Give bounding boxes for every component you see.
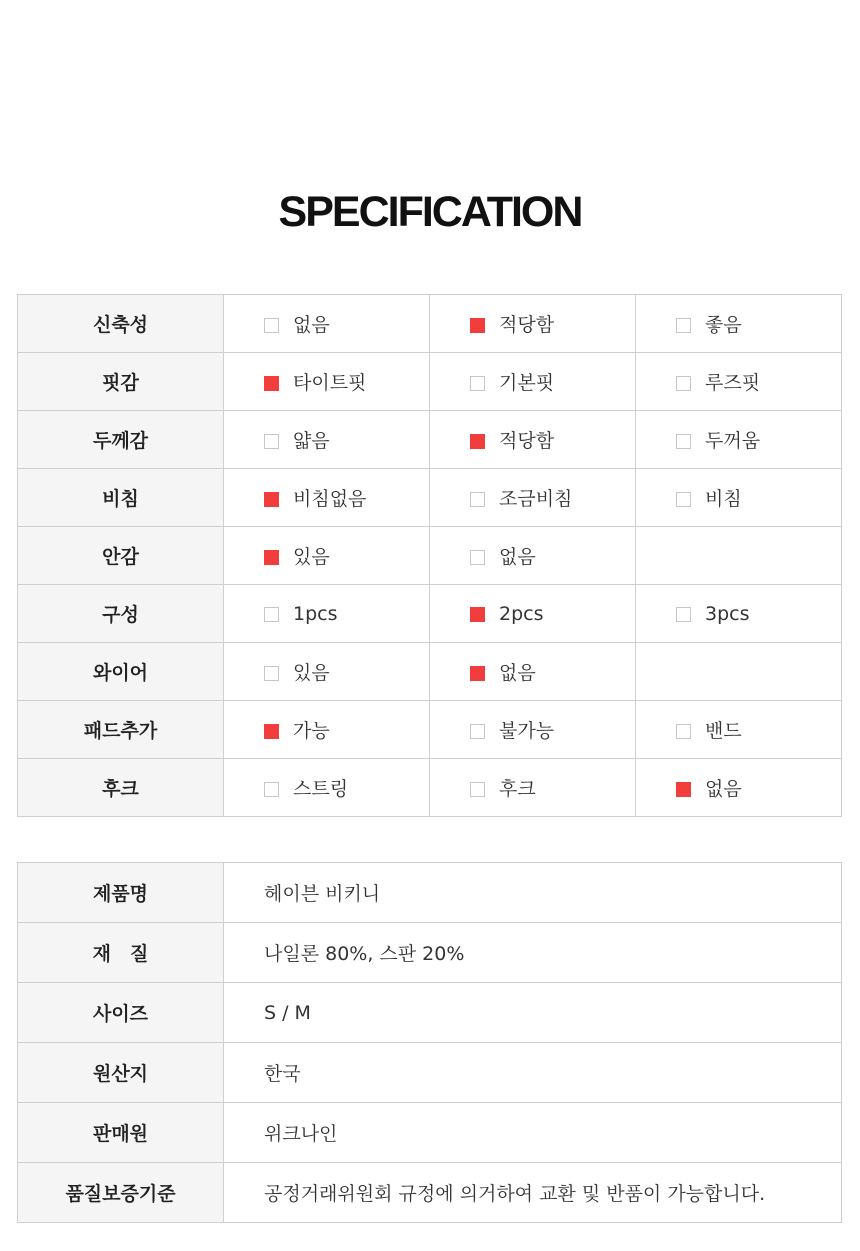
checked-checkbox (264, 550, 279, 565)
spec-label: 안감 (18, 527, 224, 585)
info-label: 판매원 (18, 1103, 224, 1163)
unchecked-checkbox (470, 782, 485, 797)
spec-label: 와이어 (18, 643, 224, 701)
spec-option-label: 적당함 (499, 430, 555, 452)
info-value: 한국 (224, 1043, 842, 1103)
info-label: 원산지 (18, 1043, 224, 1103)
spec-option-label: 스트링 (293, 778, 349, 800)
info-row (18, 1103, 842, 1163)
checked-checkbox (470, 318, 485, 333)
spec-row (18, 411, 842, 469)
unchecked-checkbox (676, 376, 691, 391)
spec-option-label: 두꺼움 (705, 430, 761, 452)
unchecked-checkbox (676, 318, 691, 333)
info-label: 품질보증기준 (18, 1163, 224, 1223)
info-row (18, 1043, 842, 1103)
spec-option-cell (224, 585, 430, 643)
page-title: SPECIFICATION (278, 188, 582, 236)
spec-option-label: 비침없음 (293, 488, 367, 510)
unchecked-checkbox (676, 724, 691, 739)
spec-option-label: 조금비침 (499, 488, 573, 510)
spec-option-label: 타이트핏 (293, 372, 367, 394)
info-value: S / M (224, 983, 842, 1043)
spec-option-label: 없음 (499, 546, 536, 568)
spec-option-cell (430, 353, 636, 411)
info-value: 공정거래위원회 규정에 의거하여 교환 및 반품이 가능합니다. (224, 1163, 842, 1223)
spec-option-label: 가능 (293, 720, 330, 742)
unchecked-checkbox (264, 666, 279, 681)
info-row (18, 983, 842, 1043)
checked-checkbox (264, 724, 279, 739)
specification-table (17, 294, 842, 817)
checked-checkbox (264, 376, 279, 391)
spec-row (18, 295, 842, 353)
spec-option-label: 후크 (499, 778, 536, 800)
spec-option-label: 불가능 (499, 720, 555, 742)
spec-option-cell (430, 295, 636, 353)
spec-option-cell (430, 411, 636, 469)
info-row (18, 923, 842, 983)
spec-option-cell (224, 701, 430, 759)
spec-label: 신축성 (18, 295, 224, 353)
spec-row (18, 353, 842, 411)
spec-option-cell (224, 643, 430, 701)
product-info-table (17, 862, 842, 1223)
unchecked-checkbox (470, 550, 485, 565)
spec-label: 핏감 (18, 353, 224, 411)
spec-label: 두께감 (18, 411, 224, 469)
spec-label: 비침 (18, 469, 224, 527)
spec-option-cell (636, 643, 842, 701)
spec-row (18, 585, 842, 643)
spec-option-label: 없음 (293, 314, 330, 336)
spec-row (18, 701, 842, 759)
spec-option-label: 얇음 (293, 430, 330, 452)
spec-option-label: 있음 (293, 662, 330, 684)
spec-option-label: 없음 (499, 662, 536, 684)
spec-option-label: 없음 (705, 778, 742, 800)
unchecked-checkbox (470, 724, 485, 739)
spec-option-label: 2pcs (499, 602, 544, 625)
spec-option-cell (636, 759, 842, 817)
info-row (18, 1163, 842, 1223)
checked-checkbox (264, 492, 279, 507)
info-value: 헤이븐 비키니 (224, 863, 842, 923)
spec-option-cell (224, 411, 430, 469)
unchecked-checkbox (470, 376, 485, 391)
spec-label: 패드추가 (18, 701, 224, 759)
spec-option-label: 좋음 (705, 314, 742, 336)
spec-option-cell (636, 585, 842, 643)
spec-row (18, 759, 842, 817)
spec-option-label: 적당함 (499, 314, 555, 336)
spec-option-cell (636, 295, 842, 353)
spec-option-cell (224, 353, 430, 411)
spec-option-cell (636, 469, 842, 527)
spec-row (18, 469, 842, 527)
unchecked-checkbox (676, 434, 691, 449)
info-value: 나일론 80%, 스판 20% (224, 923, 842, 983)
info-label: 사이즈 (18, 983, 224, 1043)
unchecked-checkbox (676, 607, 691, 622)
spec-option-cell (430, 527, 636, 585)
spec-row (18, 643, 842, 701)
info-row (18, 863, 842, 923)
spec-option-cell (224, 759, 430, 817)
spec-row (18, 527, 842, 585)
unchecked-checkbox (264, 434, 279, 449)
checked-checkbox (470, 666, 485, 681)
checked-checkbox (470, 607, 485, 622)
info-label: 제품명 (18, 863, 224, 923)
spec-option-cell (430, 643, 636, 701)
unchecked-checkbox (264, 607, 279, 622)
spec-label: 후크 (18, 759, 224, 817)
unchecked-checkbox (264, 318, 279, 333)
spec-label: 구성 (18, 585, 224, 643)
spec-option-label: 1pcs (293, 602, 338, 625)
spec-option-label: 3pcs (705, 602, 750, 625)
spec-option-cell (636, 411, 842, 469)
info-value: 위크나인 (224, 1103, 842, 1163)
spec-option-cell (636, 701, 842, 759)
spec-option-cell (224, 295, 430, 353)
spec-option-label: 비침 (705, 488, 742, 510)
info-label: 재 질 (18, 923, 224, 983)
spec-option-label: 루즈핏 (705, 372, 761, 394)
spec-option-cell (636, 527, 842, 585)
spec-option-cell (224, 469, 430, 527)
unchecked-checkbox (676, 492, 691, 507)
spec-option-cell (224, 527, 430, 585)
spec-option-cell (636, 353, 842, 411)
checked-checkbox (470, 434, 485, 449)
spec-option-label: 있음 (293, 546, 330, 568)
unchecked-checkbox (264, 782, 279, 797)
spec-option-cell (430, 759, 636, 817)
spec-option-cell (430, 701, 636, 759)
spec-option-cell (430, 585, 636, 643)
spec-option-label: 기본핏 (499, 372, 555, 394)
unchecked-checkbox (470, 492, 485, 507)
spec-option-label: 밴드 (705, 720, 742, 742)
spec-option-cell (430, 469, 636, 527)
checked-checkbox (676, 782, 691, 797)
